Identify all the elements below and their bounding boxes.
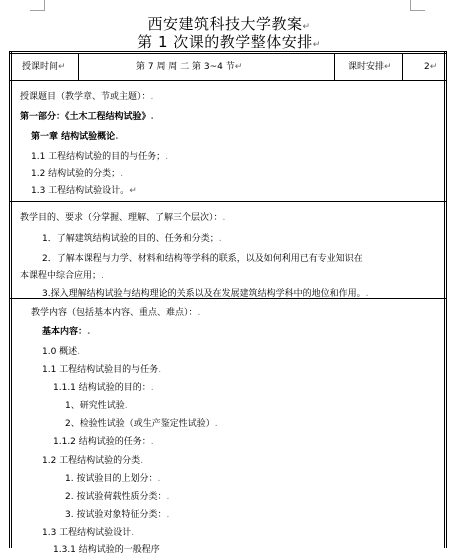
table-right-border-outer — [446, 51, 447, 548]
section1-item-3: 1.3 工程结构试验设计。↵ — [31, 186, 137, 196]
time-value: 第 7 周 周 二 第 3~4 节↵ — [136, 62, 243, 72]
row-divider-section1 — [9, 201, 446, 202]
section1-heading: 授课题目（教学章、节或主题）：. — [20, 92, 154, 102]
outline-line-2: 1.1 工程结构试验目的与任务. — [42, 365, 162, 375]
outline-line-10: 3. 按试验对象特征分类：. — [65, 510, 170, 520]
outline-line-6: 1.1.2 结构试验的任务：. — [53, 437, 154, 447]
row-divider-info — [9, 80, 446, 81]
table-top-border — [9, 51, 446, 52]
outline-line-12: 1.3.1 结构试验的一般程序 — [53, 545, 160, 555]
section2-item-1: 1．了解建筑结构试验的目的、任务和分类；. — [42, 234, 222, 244]
basic-content-label: 基本内容：. — [42, 327, 91, 337]
section1-item-2: 1.2 结构试验的分类；. — [31, 169, 124, 179]
hours-label: 课时安排↵ — [348, 62, 392, 72]
table-left-border-inner — [11, 51, 12, 548]
table-top-border-inner — [9, 53, 446, 54]
document-title: 西安建筑科技大学教案↵ — [147, 15, 311, 33]
table-left-border — [9, 51, 10, 548]
section2-item-2-cont: 本课程中综合应用；. — [20, 271, 104, 281]
outline-line-4: 1、研究性试验. — [65, 401, 128, 411]
part-title: 第一部分：《土木工程结构试验》. — [20, 112, 154, 122]
info-cell-divider-2 — [334, 53, 335, 80]
section3-heading: 教学内容（包括基本内容、重点、难点）：. — [31, 308, 201, 318]
outline-line-1: 1.0 概述. — [42, 347, 81, 357]
outline-line-9: 2. 按试验荷载性质分类：. — [65, 492, 170, 502]
section1-item-1: 1.1 工程结构试验的目的与任务；. — [31, 152, 169, 162]
outline-line-7: 1.2 工程结构试验的分类. — [42, 456, 144, 466]
outline-line-3: 1.1.1 结构试验的目的：. — [53, 383, 154, 393]
section2-item-2: 2．了解本课程与力学、材料和结构等学科的联系，以及如何利用已有专业知识在 — [42, 254, 363, 264]
outline-line-8: 1. 按试验目的上划分：. — [65, 474, 161, 484]
chapter-title: 第一章 结构试验概论. — [31, 132, 119, 142]
section2-heading: 教学目的、要求（分掌握、理解、了解三个层次）：. — [20, 213, 226, 223]
time-label: 授课时间↵ — [22, 62, 66, 72]
outline-line-11: 1.3 工程结构试验设计. — [42, 528, 135, 538]
table-right-border — [444, 51, 445, 548]
outline-line-5: 2、检验性试验（或生产鉴定性试验）. — [65, 419, 218, 429]
info-cell-divider-1 — [78, 53, 79, 80]
info-cell-divider-3 — [402, 53, 403, 80]
page-corner-mark-right — [410, 0, 425, 11]
hours-value: 2↵ — [424, 62, 438, 72]
section2-item-3: 3.探入理解结构试验与结构理论的关系以及在发展建筑结构学科中的地位和作用。. — [42, 289, 369, 299]
page-corner-mark-left — [30, 0, 45, 11]
document-subtitle: 第 1 次课的教学整体安排↵ — [137, 33, 321, 51]
